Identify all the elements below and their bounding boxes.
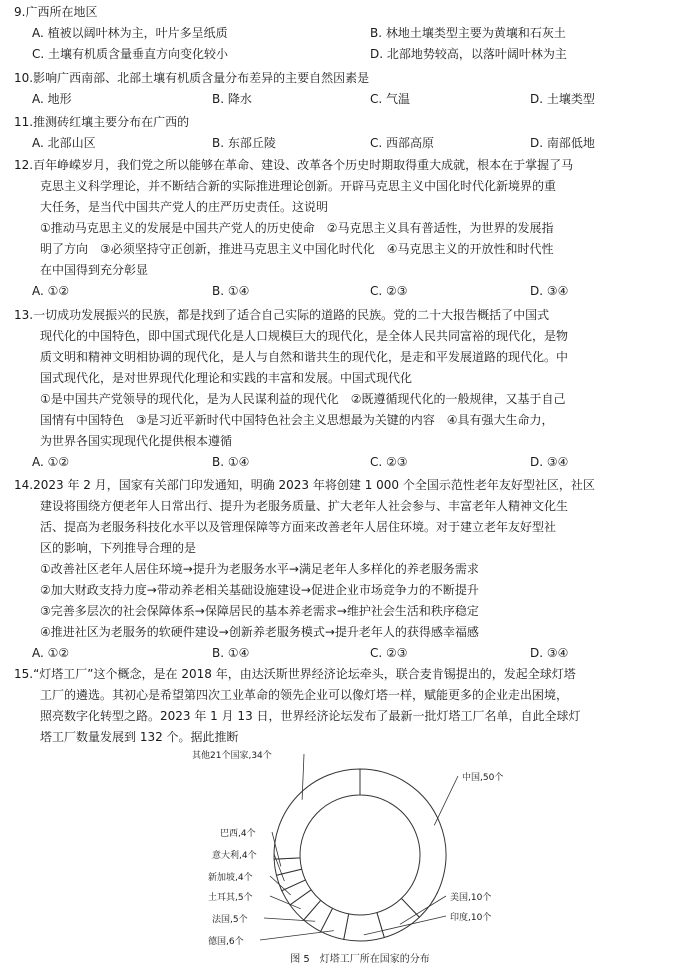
question-stem: 克思主义科学理论，并不断结合新的实际推进理论创新。开辟马克思主义中国化时代化新境界的重: [40, 179, 557, 193]
leader-line-0: [434, 776, 458, 825]
option-a[interactable]: A. 北部山区: [32, 136, 96, 150]
statement-line: 在中国得到充分彰显: [40, 263, 149, 277]
chart-title: 图 5 灯塔工厂所在国家的分布: [290, 954, 430, 965]
option-c[interactable]: C. 土壤有机质含量垂直方向变化较小: [32, 47, 229, 61]
question-11: [14, 112, 676, 154]
question-10: [14, 68, 676, 110]
options-row: [14, 44, 676, 65]
option-b[interactable]: B. 林地土壤类型主要为黄壤和石灰土: [370, 26, 566, 40]
question-number: 11.: [14, 115, 34, 129]
option-d[interactable]: D. 土壤类型: [530, 92, 595, 106]
donut-slice-9: [274, 769, 360, 859]
question-stem: 广西所在地区: [25, 5, 98, 19]
option-c[interactable]: C. 西部高原: [370, 136, 435, 150]
slice-label-4: 法国,5个: [212, 915, 248, 925]
option-d[interactable]: D. 北部地势较高，以落叶阔叶林为主: [370, 47, 567, 61]
statement-line: 国情有中国特色 ③是习近平新时代中国特色社会主义思想最为关键的内容 ④具有强大生命力，: [40, 413, 554, 427]
slice-label-7: 意大利,4个: [212, 851, 257, 861]
statement-line: ③完善多层次的社会保障体系→保障居民的基本养老需求→维护社会生活和秩序稳定: [40, 604, 479, 618]
option-c[interactable]: C. ②③: [370, 646, 408, 660]
question-stem: 15.“灯塔工厂”这个概念，是在 2018 年，由达沃斯世界经济论坛牵头，联合麦肯锡提出的，发起全球灯塔: [14, 667, 576, 681]
option-c[interactable]: C. 气温: [370, 92, 411, 106]
question-stem: 塔工厂数量发展到 132 个。据此推断: [40, 730, 239, 744]
statement-line: ④推进社区为老服务的软硬件建设→创新养老服务模式→提升老年人的获得感幸福感: [40, 625, 479, 639]
options-row: [14, 89, 676, 110]
option-d[interactable]: D. ③④: [530, 455, 569, 469]
question-stem: 照亮数字化转型之路。2023 年 1 月 13 日，世界经济论坛发布了最新一批灯塔工厂名单，自此全球灯: [40, 709, 581, 723]
statement-line: ①是中国共产党领导的现代化，是为人民谋利益的现代化 ②既遵循现代化的一般规律，又基于自己: [40, 392, 566, 406]
question-number: 9.: [14, 5, 26, 19]
question-15: [14, 664, 676, 748]
slice-label-9: 其他21个国家,34个: [192, 751, 272, 761]
question-number: 14.: [14, 478, 34, 492]
option-c[interactable]: C. ②③: [370, 455, 408, 469]
option-b[interactable]: B. 降水: [212, 92, 252, 106]
statement-line: ①改善社区老年人居住环境→提升为老服务水平→满足老年人多样化的养老服务需求: [40, 562, 479, 576]
option-a[interactable]: A. ①②: [32, 455, 70, 469]
question-stem: 现代化的中国特色，即中国式现代化是人口规模巨大的现代化，是全体人民共同富裕的现代化，是物: [40, 329, 569, 343]
slice-label-0: 中国,50个: [462, 773, 504, 783]
option-d[interactable]: D. ③④: [530, 646, 569, 660]
question-stem: 大任务，是当代中国共产党人的庄严历史责任。这说明: [40, 200, 329, 214]
options-row: [14, 281, 676, 302]
options-row: [14, 133, 676, 154]
option-a[interactable]: A. ①②: [32, 646, 70, 660]
question-stem: 推测砖红壤主要分布在广西的: [33, 115, 190, 129]
donut-slice-0: [360, 769, 446, 917]
options-row: [14, 23, 676, 44]
question-number: 13.: [14, 308, 34, 322]
option-d[interactable]: D. 南部低地: [530, 136, 595, 150]
question-stem: 区的影响，下列推导合理的是: [40, 541, 197, 555]
question-stem: 国式现代化，是对世界现代化理论和实践的丰富和发展。中国式现代化: [40, 371, 413, 385]
question-14: [14, 475, 676, 664]
question-stem: 活、提高为老服务科技化水平以及管理保障等方面来改善老年人居住环境。对于建立老年友好型社: [40, 520, 557, 534]
option-a[interactable]: A. ①②: [32, 284, 70, 298]
slice-label-8: 巴西,4个: [220, 829, 256, 839]
slice-label-1: 美国,10个: [450, 893, 492, 903]
option-b[interactable]: B. 东部丘陵: [212, 136, 276, 150]
option-b[interactable]: B. ①④: [212, 284, 250, 298]
option-a[interactable]: A. 植被以阔叶林为主，叶片多呈纸质: [32, 26, 228, 40]
option-b[interactable]: B. ①④: [212, 455, 250, 469]
slice-label-5: 土耳其,5个: [208, 893, 253, 903]
slice-label-6: 新加坡,4个: [208, 873, 253, 883]
option-c[interactable]: C. ②③: [370, 284, 408, 298]
question-12: [14, 155, 676, 302]
question-stem: 13.一切成功发展振兴的民族，都是找到了适合自己实际的道路的民族。党的二十大报告概括了中国式: [14, 308, 550, 322]
option-d[interactable]: D. ③④: [530, 284, 569, 298]
question-13: [14, 305, 676, 473]
question-stem: 14.2023 年 2 月，国家有关部门印发通知，明确 2023 年将创建 1 000 个全国示范性老年友好型社区，社区: [14, 478, 595, 492]
question-stem: 12.百年峥嵘岁月，我们党之所以能够在革命、建设、改革各个历史时期取得重大成就，根本在于掌握了马: [14, 158, 574, 172]
statement-line: 为世界各国实现现代化提供根本遵循: [40, 434, 233, 448]
question-9: [14, 2, 676, 65]
statement-line: ①推动马克思主义的发展是中国共产党人的历史使命 ②马克思主义具有普适性，为世界的发展指: [40, 221, 554, 235]
question-number: 15.: [14, 667, 34, 681]
options-row: [14, 452, 676, 473]
question-number: 12.: [14, 158, 34, 172]
slice-label-3: 德国,6个: [208, 937, 244, 947]
leader-line-3: [260, 931, 334, 940]
slice-label-2: 印度,10个: [450, 913, 492, 923]
lighthouse-factory-donut-chart: [190, 750, 530, 968]
options-row: [14, 643, 676, 664]
statement-line: 明了方向 ③必须坚持守正创新，推进马克思主义中国化时代化 ④马克思主义的开放性和时代性: [40, 242, 554, 256]
option-a[interactable]: A. 地形: [32, 92, 72, 106]
statement-line: ②加大财政支持力度→带动养老相关基础设施建设→促进企业市场竞争力的不断提升: [40, 583, 479, 597]
donut-slice-2: [344, 913, 385, 941]
question-stem: 建设将围绕方便老年人日常出行、提升为老服务质量、扩大老年人社会参与、丰富老年人精神文化生: [40, 499, 569, 513]
option-b[interactable]: B. ①④: [212, 646, 250, 660]
question-number: 10.: [14, 71, 34, 85]
question-stem: 工厂的遴选。其初心是希望第四次工业革命的领先企业可以像灯塔一样，赋能更多的企业走出困境，: [40, 688, 569, 702]
question-stem: 质文明和精神文明相协调的现代化，是人与自然和谐共生的现代化，是走和平发展道路的现代化。中: [40, 350, 569, 364]
question-stem: 影响广西南部、北部土壤有机质含量分布差异的主要自然因素是: [33, 71, 370, 85]
